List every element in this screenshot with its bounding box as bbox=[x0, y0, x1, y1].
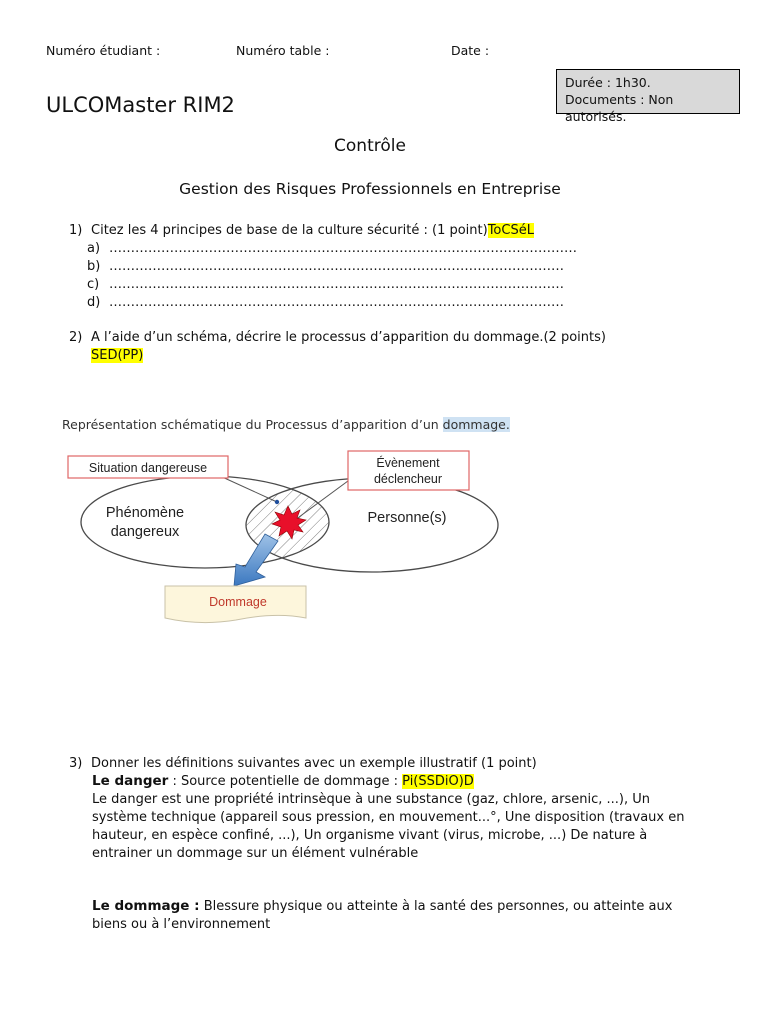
answer-letter: d) bbox=[87, 295, 101, 310]
situation-label: Situation dangereuse bbox=[88, 461, 208, 475]
student-number-label: Numéro étudiant : bbox=[46, 43, 161, 58]
answer-line-c[interactable] bbox=[87, 276, 564, 294]
danger-explanation: Le danger est une propriété intrinsèque à une substance (gaz, chlore, arsenic, ...), Un système technique (appareil sous pression, en mouvement...°, Une disposition (travaux en hauteur, en espèce confiné, ...), Un organisme vivant (virus, microbe, ...) De nature à entrainer un dommage sur un élément vulnérable bbox=[92, 792, 685, 861]
page-subtitle: Gestion des Risques Professionnels en Entreprise bbox=[179, 180, 561, 198]
question-1-text: Citez les 4 principes de base de la culture sécurité : (1 point) bbox=[91, 223, 488, 238]
answer-dots: …………………………………………………………………………………………… bbox=[109, 277, 564, 292]
answer-line-d[interactable] bbox=[87, 294, 564, 312]
damage-term: Le dommage : bbox=[92, 898, 200, 914]
answer-line-b[interactable] bbox=[87, 258, 564, 276]
danger-short-def: : Source potentielle de dommage : bbox=[168, 774, 403, 789]
event-label-line2: déclencheur bbox=[373, 472, 443, 486]
damage-label: Dommage bbox=[209, 595, 267, 609]
question-2 bbox=[69, 329, 606, 347]
page-title: Contrôle bbox=[334, 136, 406, 156]
persons-label: Personne(s) bbox=[367, 510, 447, 526]
answer-dots: …………………………………………………………………………………………… bbox=[109, 295, 564, 310]
table-number-label: Numéro table : bbox=[236, 43, 330, 58]
date-label: Date : bbox=[451, 43, 490, 58]
damage-process-diagram bbox=[60, 440, 510, 630]
situation-connector bbox=[220, 476, 277, 502]
answer-letter: a) bbox=[87, 241, 101, 256]
danger-mnemonic: Pi(SSDiO)D bbox=[402, 774, 474, 789]
question-3-number: 3) bbox=[69, 756, 83, 771]
damage-def-text: Blessure physique ou atteinte à la santé des personnes, ou atteinte aux biens ou à l’environnement bbox=[92, 899, 673, 932]
exam-info-box bbox=[556, 69, 740, 124]
question-2-text: A l’aide d’un schéma, décrire le processus d’apparition du dommage.(2 points) bbox=[91, 330, 606, 345]
institution-title: ULCOMaster RIM2 bbox=[46, 93, 235, 117]
answer-line-a[interactable] bbox=[87, 240, 577, 258]
question-2-mnemonic: SED(PP) bbox=[91, 348, 144, 363]
answer-dots: …………………………………………………………………………………………… bbox=[109, 259, 564, 274]
answer-letter: c) bbox=[87, 277, 100, 292]
situation-dot bbox=[275, 500, 279, 504]
duration-text: Durée : 1h30. bbox=[565, 75, 651, 90]
question-1 bbox=[69, 222, 534, 240]
schema-caption bbox=[62, 417, 510, 432]
danger-term: Le danger bbox=[92, 773, 169, 789]
question-3 bbox=[69, 755, 537, 773]
danger-definition bbox=[92, 772, 702, 791]
question-1-number: 1) bbox=[69, 223, 83, 238]
schema-caption-highlight: dommage. bbox=[442, 417, 510, 432]
event-label-line1: Évènement bbox=[376, 456, 440, 470]
documents-text: Documents : Non autorisés. bbox=[565, 92, 674, 124]
question-1-mnemonic: ToCSéL bbox=[487, 223, 534, 238]
answer-dots: ……………………………………………………………………………………………… bbox=[109, 241, 577, 256]
schema-caption-text: Représentation schématique du Processus d’apparition d’un bbox=[62, 417, 443, 432]
question-2-mnemonic-line bbox=[91, 347, 143, 365]
question-2-number: 2) bbox=[69, 330, 83, 345]
answer-letter: b) bbox=[87, 259, 101, 274]
question-3-text: Donner les définitions suivantes avec un exemple illustratif (1 point) bbox=[91, 756, 537, 771]
damage-definition bbox=[92, 897, 702, 934]
phenomenon-label-line1: Phénomène bbox=[105, 505, 185, 521]
phenomenon-label-line2: dangereux bbox=[110, 524, 180, 540]
